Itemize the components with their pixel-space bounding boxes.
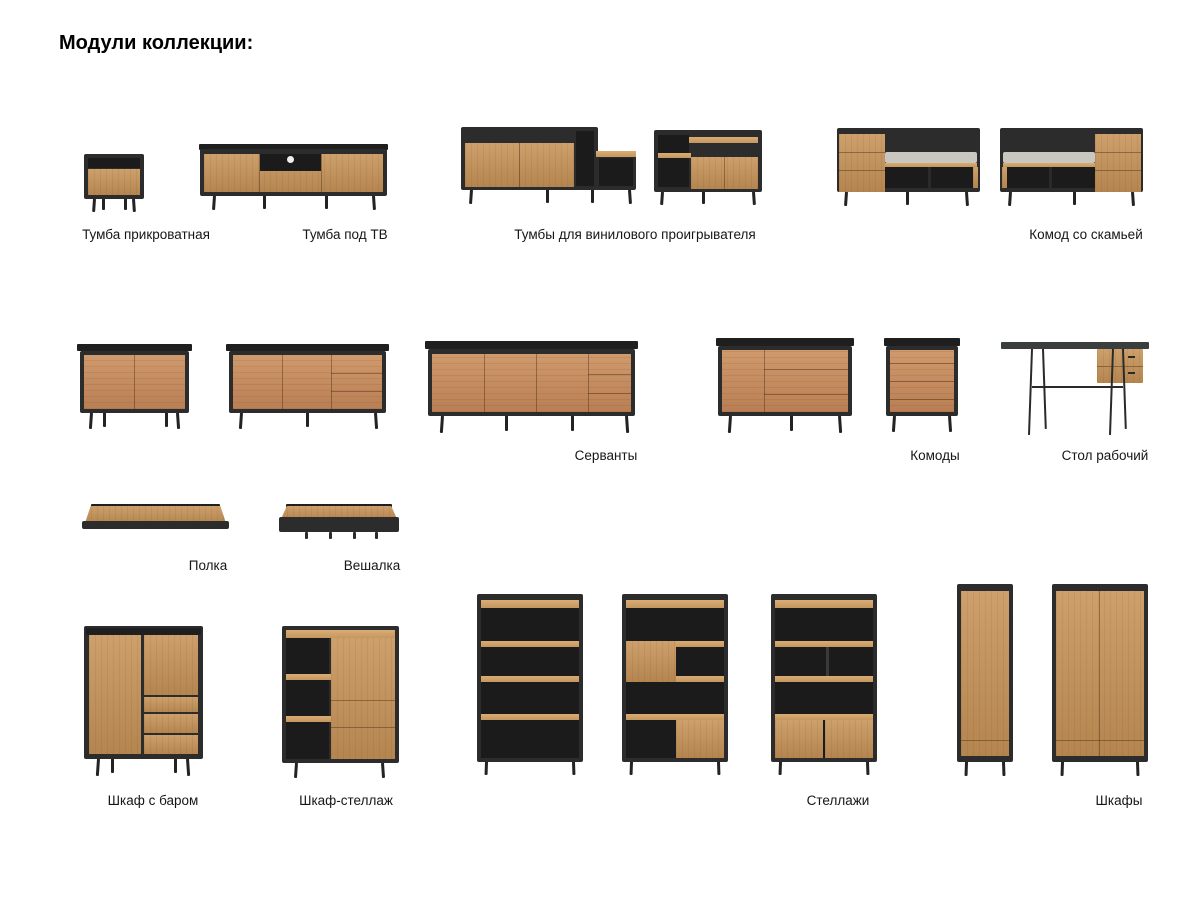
cabinet-shelving-figure	[282, 626, 399, 778]
coat-rack-figure	[279, 504, 399, 548]
label-tv-stand: Тумба под ТВ	[302, 227, 388, 242]
label-cabinet-with-bar: Шкаф с баром	[107, 793, 199, 808]
tv-stand-figure	[199, 141, 388, 212]
sideboard-2-figure	[226, 344, 389, 430]
label-dresser-with-bench: Комод со скамьей	[1029, 227, 1143, 242]
work-desk-figure	[1001, 342, 1149, 436]
bookcase-doors-figure	[622, 594, 728, 776]
bar-cabinet-figure	[84, 626, 203, 778]
label-vinyl-player-stands: Тумбы для винилового проигрывателя	[514, 227, 756, 242]
label-cabinet-shelving: Шкаф-стеллаж	[299, 793, 393, 808]
label-coat-rack: Вешалка	[343, 558, 401, 573]
bench-cushion	[1003, 152, 1095, 163]
drawer-handle	[1128, 372, 1135, 374]
bench-cushion	[885, 152, 977, 163]
vinyl-stand-1-figure	[461, 127, 636, 207]
dresser-4-drawers-figure	[884, 338, 960, 435]
bedside-table-figure	[84, 150, 144, 212]
wardrobe-narrow-figure	[957, 584, 1013, 776]
shelf-figure	[82, 504, 229, 534]
coat-hook	[353, 532, 356, 539]
coat-hook	[305, 532, 308, 539]
coat-hook	[375, 532, 378, 539]
vinyl-stand-2-figure	[654, 127, 762, 207]
label-bedside-table: Тумба прикроватная	[82, 227, 210, 242]
bookcase-base-figure	[771, 594, 877, 776]
sideboard-3-figure	[425, 341, 638, 437]
label-dressers: Комоды	[910, 448, 960, 463]
label-work-desk: Стол рабочий	[1061, 448, 1149, 463]
page-title: Модули коллекции:	[59, 32, 254, 54]
sideboard-1-figure	[77, 344, 192, 430]
drawer-handle	[1128, 356, 1135, 358]
label-wardrobes: Шкафы	[1095, 793, 1143, 808]
speaker-dot	[287, 156, 294, 163]
dresser-door-drawers-figure	[716, 338, 854, 437]
label-sideboards: Серванты	[574, 448, 638, 463]
label-shelving-units: Стеллажи	[806, 793, 870, 808]
wardrobe-wide-figure	[1052, 584, 1148, 776]
bench-dresser-right-figure	[999, 126, 1143, 208]
label-shelf: Полка	[188, 558, 228, 573]
coat-hook	[329, 532, 332, 539]
bookcase-open-figure	[477, 594, 583, 776]
bench-dresser-left-figure	[837, 126, 980, 208]
